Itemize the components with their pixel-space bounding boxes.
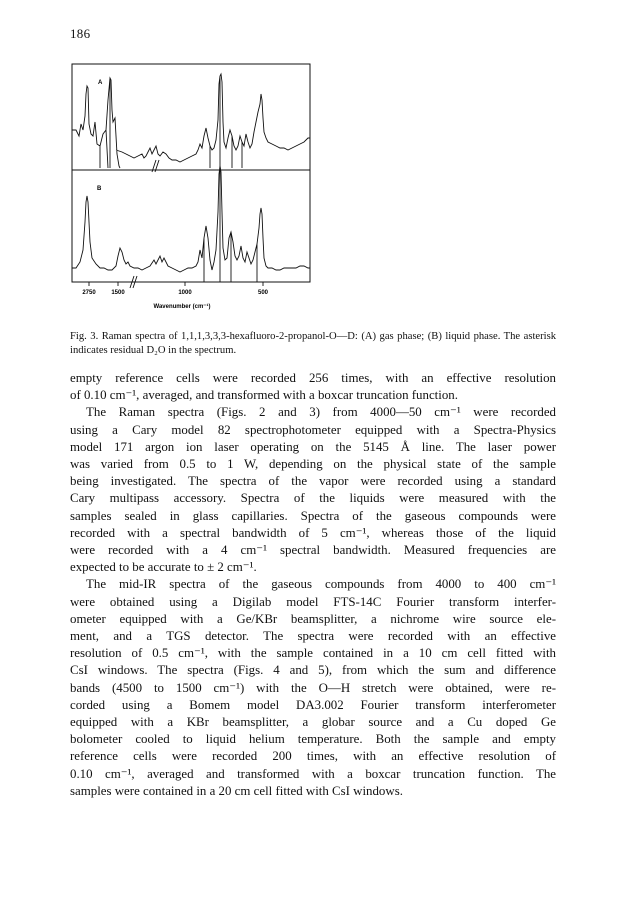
text-line: ment, and a TGS detector. The spectra were recorded with an effective xyxy=(70,629,556,644)
text-line: was varied from 0.5 to 1 W, depending on the physical state of the sample xyxy=(70,457,556,472)
text-line: empty reference cells were recorded 256 times, with an effective resolution xyxy=(70,371,556,385)
text-line: resolution of 0.5 cm⁻¹, with the sample contained in a 10 cm cell fitted with xyxy=(70,646,556,661)
spectrum-b-trace xyxy=(72,166,310,282)
panel-b-frame xyxy=(72,170,310,282)
tick-label-1000: 1000 xyxy=(178,290,192,296)
text-line: The mid-IR spectra of the gaseous compounds from 4000 to 400 cm⁻¹ xyxy=(86,577,556,592)
raman-spectra-figure xyxy=(70,62,314,318)
text-line: corded using a Bomem model DA3.002 Fourier transform interferometer xyxy=(70,697,556,712)
text-line: bolometer cooled to liquid helium temperature. Both the sample and empty xyxy=(70,732,556,747)
paragraph-2 xyxy=(70,404,556,576)
text-line: were recorded with a 4 cm⁻¹ spectral bandwidth. Measured frequencies are xyxy=(70,543,556,558)
spectrum-a-trace xyxy=(72,74,310,168)
text-line: ometer equipped with a Ge/KBr beamsplitter, a nichrome wire source ele- xyxy=(70,611,556,626)
text-line: being investigated. The spectra of the vapor were recorded using a standard xyxy=(70,474,556,489)
text-line: equipped with a KBr beamsplitter, a globar source and a Cu doped Ge xyxy=(70,715,556,730)
paragraph-3 xyxy=(70,576,556,800)
text-line: 0.10 cm⁻¹, averaged and transformed with a boxcar truncation function. The xyxy=(70,766,556,781)
x-axis-label: Wavenumber (cm⁻¹) xyxy=(153,304,211,310)
text-line: samples sealed in glass capillaries. Spectra of the gaseous compounds were xyxy=(70,508,556,523)
text-line: expected to be accurate to ± 2 cm⁻¹. xyxy=(70,560,257,575)
text-line: recorded with a spectral bandwidth of 5 cm⁻¹, whereas those of the liquid xyxy=(70,525,556,540)
tick-label-2750: 2750 xyxy=(82,290,96,296)
page-number: 186 xyxy=(70,26,91,41)
tick-label-500: 500 xyxy=(257,290,269,296)
text-line: bands (4500 to 1500 cm⁻¹) with the O—H stretch were obtained, were re- xyxy=(70,680,556,695)
spectra-plot xyxy=(70,62,314,318)
text-line: reference cells were recorded 200 times, with an effective resolution of xyxy=(70,749,556,764)
figure-caption: Fig. 3. Raman spectra of 1,1,1,3,3,3-hexafluoro-2-propanol-O—D: (A) gas phase; (B) liquid phase. The asterisk indicates residual D₂O in the spectrum. xyxy=(70,331,556,356)
text-line: were obtained using a Digilab model FTS-14C Fourier transform interfer- xyxy=(70,594,556,609)
tick-label-1500: 1500 xyxy=(111,290,125,296)
text-line: The Raman spectra (Figs. 2 and 3) from 4000—50 cm⁻¹ were recorded xyxy=(86,405,556,420)
text-line: model 171 argon ion laser operating on the 5145 Å line. The laser power xyxy=(70,439,556,454)
text-line: CsI windows. The spectra (Figs. 4 and 5), from which the sum and difference xyxy=(70,663,556,678)
text-line: Cary multipass accessory. Spectra of the liquids were measured with the xyxy=(70,491,556,506)
panel-a-label: A xyxy=(98,80,103,86)
panel-b-label: B xyxy=(97,186,102,192)
body-text xyxy=(70,370,556,800)
paragraph-1 xyxy=(70,370,556,404)
text-line: samples were contained in a 20 cm cell fitted with CsI windows. xyxy=(70,783,403,798)
text-line: using a Cary model 82 spectrophotometer equipped with a Spectra-Physics xyxy=(70,422,556,437)
text-line: of 0.10 cm⁻¹, averaged, and transformed with a boxcar truncation function. xyxy=(70,388,458,403)
